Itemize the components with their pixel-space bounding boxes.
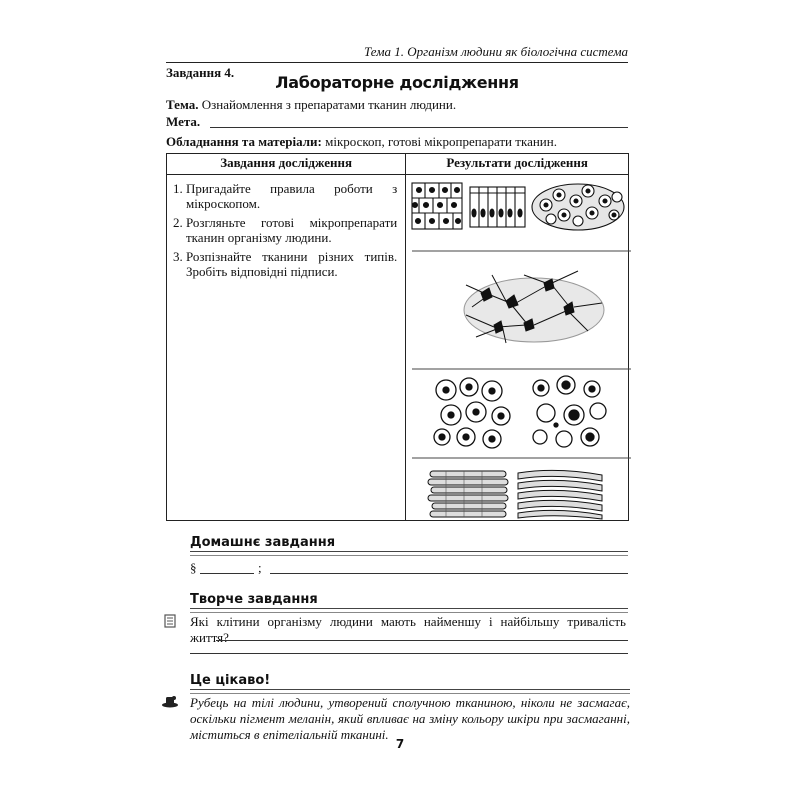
goal-label: Мета.: [166, 114, 201, 129]
running-head: Тема 1. Організм людини як біологічна система: [166, 44, 628, 63]
goal-answer-line[interactable]: [210, 127, 628, 128]
task-number: Завдання 4.: [166, 65, 235, 80]
homework-heading: Домашнє завдання: [190, 535, 628, 552]
creative-answer-line[interactable]: [190, 653, 628, 654]
creative-heading: Творче завдання: [190, 592, 628, 609]
nervous-tissue-illustration: [464, 271, 604, 343]
equipment-label: Обладнання та матеріали:: [166, 134, 322, 149]
topic-text: Ознайомлення з препаратами тканин людини.: [198, 97, 457, 112]
connective-tissue-cartilage-illustration: [434, 378, 510, 448]
task-item: 3. Розпізнайте тканини різних типів. Зробіть відповідні підписи.: [173, 249, 398, 279]
topic-label: Тема.: [166, 97, 199, 112]
epithelium-squamous-illustration: [412, 183, 462, 229]
section-sign: §: [190, 560, 197, 575]
task-item: 1. Пригадайте правила роботи з мікроскопом.: [173, 181, 398, 211]
interesting-heading: Це цікаво!: [190, 673, 630, 690]
lab-title: Лабораторне дослідження: [275, 73, 519, 92]
tissue-illustrations: [406, 175, 637, 525]
topic-row: [166, 97, 628, 113]
creative-question: Які клітини організму людини мають найменшу і найбільшу тривалість життя?: [190, 614, 626, 645]
notebook-icon: [163, 614, 177, 628]
hat-icon: [161, 694, 179, 708]
col-header-results: Результати дослідження: [406, 154, 629, 175]
connective-tissue-blood-illustration: [533, 376, 606, 447]
tasks-cell: [167, 175, 406, 521]
interesting-text: Рубець на тілі людини, утворений сполучною тканиною, ніколи не засмагає, оскільки пігмент меланін, який впливає на зміну кольору шкіри при засмаганні, міститься в епітеліальній тканині.: [190, 695, 630, 742]
epithelium-stratified-illustration: [532, 184, 624, 230]
task-item: 2. Розгляньте готові мікропрепарати тканин організму людини.: [173, 215, 398, 245]
muscle-tissue-skeletal-illustration: [428, 471, 508, 517]
page-number: 7: [395, 737, 405, 751]
homework-pages-line[interactable]: [270, 573, 628, 574]
equipment-text: мікроскоп, готові мікропрепарати тканин.: [321, 134, 557, 149]
col-header-tasks: Завдання дослідження: [167, 154, 406, 175]
equipment-row: [166, 134, 628, 150]
epithelium-columnar-illustration: [470, 187, 525, 227]
homework-separator-wrap: [258, 560, 270, 576]
results-cell: [406, 175, 629, 521]
lab-table: [166, 153, 629, 521]
muscle-tissue-smooth-illustration: [518, 470, 602, 519]
homework-paragraph-line[interactable]: [200, 573, 254, 574]
homework-separator: ;: [258, 560, 262, 575]
creative-answer-line[interactable]: [216, 640, 628, 641]
